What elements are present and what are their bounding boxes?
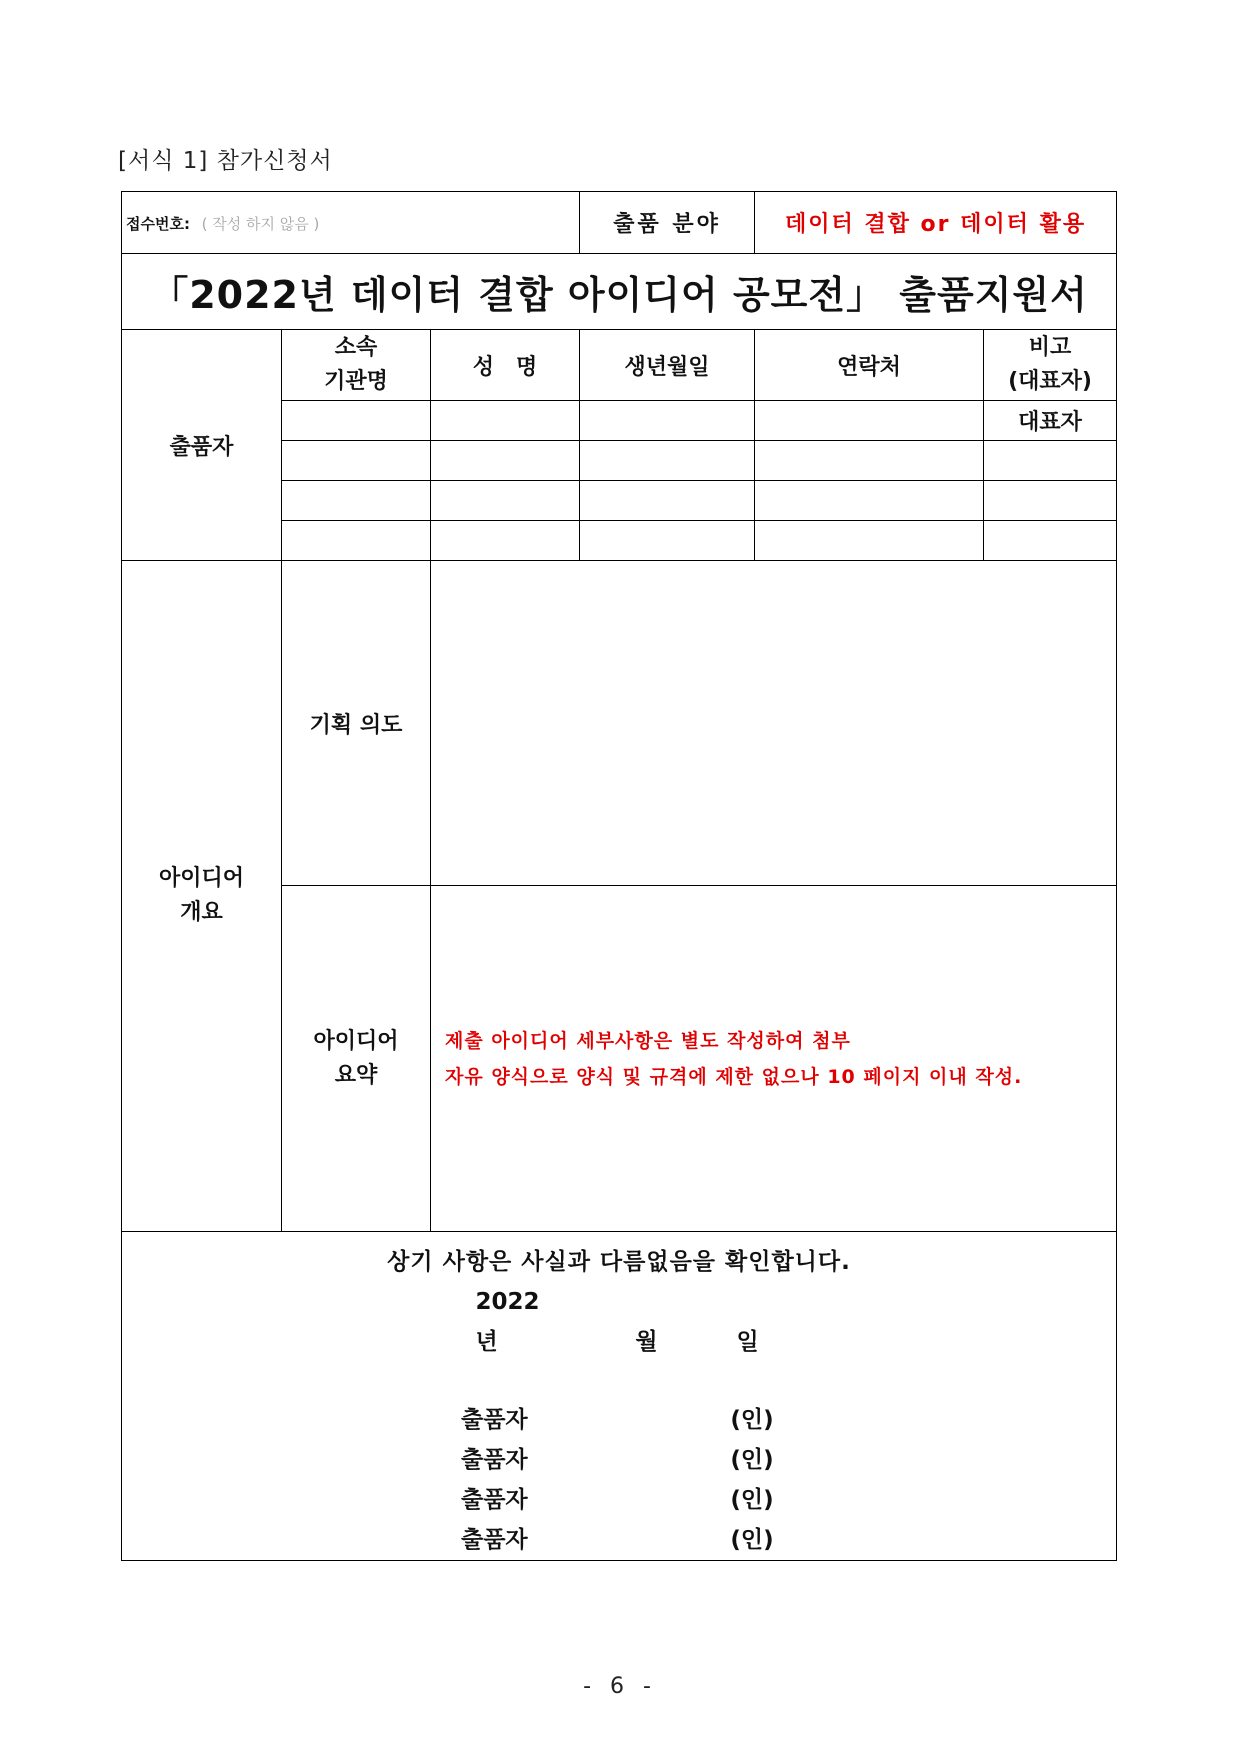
entrant-birthdate-cell[interactable] — [580, 441, 755, 481]
overview-section-label — [122, 561, 282, 1232]
confirmation-row — [122, 1232, 1117, 1561]
signature-role: 출품자 — [461, 1447, 528, 1473]
intent-input-area[interactable] — [431, 561, 1117, 886]
signature-row — [122, 1480, 1116, 1520]
header-remarks-line1: 비고 — [1028, 335, 1072, 360]
header-affiliation — [282, 330, 431, 401]
entrant-remarks-cell[interactable] — [984, 521, 1117, 561]
signature-seal[interactable]: (인) — [730, 1527, 774, 1553]
entrant-name-cell[interactable] — [431, 441, 580, 481]
confirmation-cell — [122, 1232, 1117, 1561]
confirmation-statement: 상기 사항은 사실과 다름없음을 확인합니다. — [387, 1249, 851, 1275]
form-label: [서식 1] 참가신청서 — [118, 148, 333, 174]
date-line — [122, 1282, 1116, 1362]
signature-row — [122, 1400, 1116, 1440]
entrant-header-row — [122, 330, 1117, 401]
date-day[interactable]: 일 — [736, 1329, 759, 1355]
entrant-affiliation-cell[interactable] — [282, 401, 431, 441]
entrants-section-label: 출품자 — [122, 330, 282, 561]
entrant-affiliation-cell[interactable] — [282, 441, 431, 481]
entrant-name-cell[interactable] — [431, 521, 580, 561]
header-name: 성 명 — [431, 330, 580, 401]
form-title: 「2022년 데이터 결합 아이디어 공모전」 출품지원서 — [122, 254, 1117, 330]
overview-label-line2: 개요 — [180, 900, 223, 925]
signature-seal[interactable]: (인) — [730, 1487, 774, 1513]
summary-label — [282, 886, 431, 1232]
entrant-contact-cell[interactable] — [755, 481, 984, 521]
header-contact: 연락처 — [755, 330, 984, 401]
signature-role: 출품자 — [461, 1527, 528, 1553]
entrant-remarks-cell[interactable] — [984, 441, 1117, 481]
entrant-name-cell[interactable] — [431, 401, 580, 441]
entrant-contact-cell[interactable] — [755, 401, 984, 441]
signature-block — [122, 1400, 1116, 1560]
title-row — [122, 254, 1117, 330]
header-remarks — [984, 330, 1117, 401]
receipt-label: 접수번호: — [126, 215, 190, 233]
entrant-birthdate-cell[interactable] — [580, 521, 755, 561]
intent-label: 기획 의도 — [282, 561, 431, 886]
entrant-contact-cell[interactable] — [755, 441, 984, 481]
entrant-contact-cell[interactable] — [755, 521, 984, 561]
header-affiliation-line1: 소속 — [334, 335, 378, 360]
summary-note-line1: 제출 아이디어 세부사항은 별도 작성하여 첨부 — [445, 1029, 851, 1052]
summary-input-area[interactable] — [431, 886, 1117, 1232]
header-remarks-line2: (대표자) — [1008, 369, 1092, 394]
header-affiliation-line2: 기관명 — [324, 369, 388, 394]
signature-seal[interactable]: (인) — [730, 1407, 774, 1433]
header-birthdate: 생년월일 — [580, 330, 755, 401]
signature-row — [122, 1520, 1116, 1560]
signature-role: 출품자 — [461, 1487, 528, 1513]
receipt-note: ( 작성 하지 않음 ) — [201, 215, 320, 233]
entrant-birthdate-cell[interactable] — [580, 401, 755, 441]
application-form-table — [121, 191, 1117, 1561]
intent-row — [122, 561, 1117, 886]
summary-label-line2: 요약 — [334, 1062, 378, 1088]
entrant-birthdate-cell[interactable] — [580, 481, 755, 521]
entrant-affiliation-cell[interactable] — [282, 521, 431, 561]
overview-label-line1: 아이디어 — [158, 866, 244, 891]
entrant-affiliation-cell[interactable] — [282, 481, 431, 521]
entrant-remarks-cell[interactable] — [984, 481, 1117, 521]
entrant-name-cell[interactable] — [431, 481, 580, 521]
field-label: 출품 분야 — [580, 192, 755, 254]
field-value[interactable]: 데이터 결합 or 데이터 활용 — [755, 192, 1117, 254]
signature-row — [122, 1440, 1116, 1480]
summary-label-line1: 아이디어 — [313, 1028, 399, 1054]
signature-role: 출품자 — [461, 1407, 528, 1433]
page-number: - 6 - — [583, 1674, 657, 1699]
signature-seal[interactable]: (인) — [730, 1447, 774, 1473]
receipt-row — [122, 192, 1117, 254]
date-year[interactable]: 2022년 — [475, 1289, 540, 1355]
entrant-remarks-cell[interactable]: 대표자 — [984, 401, 1117, 441]
date-month[interactable]: 월 — [635, 1329, 658, 1355]
summary-note-line2: 자유 양식으로 양식 및 규격에 제한 없으나 10 페이지 이내 작성. — [445, 1065, 1023, 1088]
receipt-cell — [122, 192, 580, 254]
